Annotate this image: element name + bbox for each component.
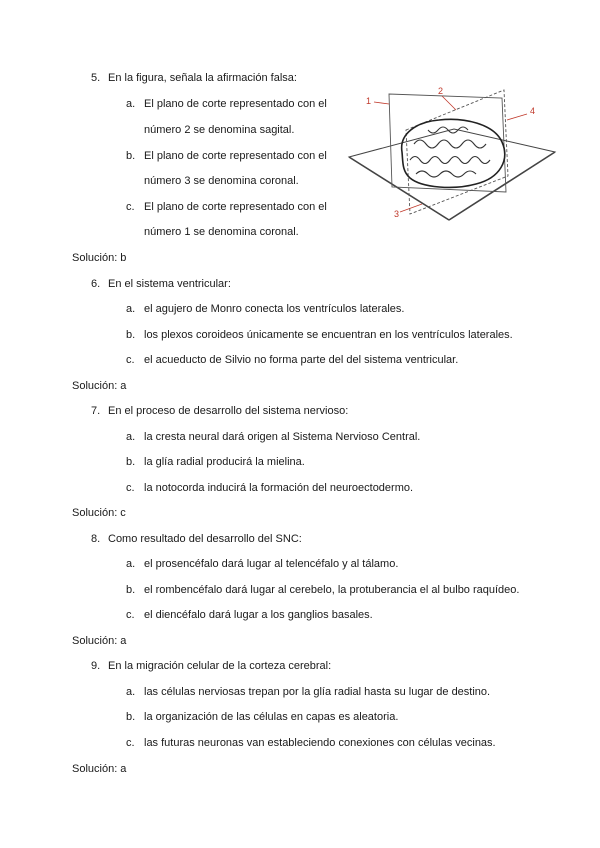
solution-8: Solución: a [72, 635, 127, 647]
option-letter: c. [126, 201, 135, 213]
option-text: el rombencéfalo dará lugar al cerebelo, la protuberancia el al bulbo raquídeo. [144, 584, 520, 596]
question-number: 8. [91, 533, 101, 545]
option-letter: a. [126, 686, 136, 698]
option-text: la glía radial producirá la mielina. [144, 456, 305, 468]
option-letter: c. [126, 354, 135, 366]
solution-5: Solución: b [72, 252, 127, 264]
question-number: 9. [91, 660, 101, 672]
option-text: los plexos coroideos únicamente se encuentran en los ventrículos laterales. [144, 329, 513, 341]
question-text: En el proceso de desarrollo del sistema nervioso: [108, 405, 349, 417]
option-8c [126, 608, 373, 622]
option-7b [126, 455, 305, 469]
option-letter: a. [126, 98, 136, 110]
option-text: la organización de las células en capas es aleatoria. [144, 711, 399, 723]
option-9a [126, 685, 490, 699]
option-text: El plano de corte representado con el [144, 150, 327, 162]
question-number: 6. [91, 278, 101, 290]
option-text: El plano de corte representado con el [144, 201, 327, 213]
option-text: el acueducto de Silvio no forma parte del del sistema ventricular. [144, 354, 459, 366]
option-text: El plano de corte representado con el [144, 98, 327, 110]
option-letter: a. [126, 431, 136, 443]
option-text: las células nerviosas trepan por la glía radial hasta su lugar de destino. [144, 686, 491, 698]
option-6c [126, 353, 458, 367]
option-5a [126, 97, 327, 111]
option-6a [126, 302, 404, 316]
brain-planes-figure [344, 82, 559, 222]
option-letter: b. [126, 150, 136, 162]
question-text: En la migración celular de la corteza cerebral: [108, 660, 332, 672]
option-text: la cresta neural dará origen al Sistema Nervioso Central. [144, 431, 421, 443]
option-letter: c. [126, 737, 135, 749]
option-letter: a. [126, 303, 136, 315]
figure-label-4: 4 [530, 106, 536, 116]
figure-label-3: 3 [394, 209, 400, 219]
option-9c [126, 736, 496, 750]
option-text: el agujero de Monro conecta los ventrículos laterales. [144, 303, 405, 315]
option-5b-continuation: número 3 se denomina coronal. [144, 175, 299, 187]
option-text: el diencéfalo dará lugar a los ganglios basales. [144, 609, 373, 621]
option-letter: a. [126, 558, 136, 570]
option-7a [126, 430, 420, 444]
figure-label-1: 1 [366, 96, 372, 106]
option-letter: b. [126, 584, 136, 596]
option-8b [126, 583, 519, 597]
option-letter: b. [126, 329, 136, 341]
question-number: 5. [91, 72, 101, 84]
option-letter: b. [126, 456, 136, 468]
option-letter: c. [126, 482, 135, 494]
option-text: el prosencéfalo dará lugar al telencéfalo y al tálamo. [144, 558, 399, 570]
option-letter: c. [126, 609, 135, 621]
option-8a [126, 557, 398, 571]
solution-6: Solución: a [72, 380, 127, 392]
question-text: Como resultado del desarrollo del SNC: [108, 533, 302, 545]
question-9 [91, 659, 331, 673]
question-text: En el sistema ventricular: [108, 278, 231, 290]
option-9b [126, 710, 398, 724]
option-6b [126, 328, 513, 342]
option-7c [126, 481, 413, 495]
solution-9: Solución: a [72, 763, 127, 775]
question-5 [91, 71, 297, 85]
option-text: las futuras neuronas van estableciendo conexiones con células vecinas. [144, 737, 496, 749]
option-5b [126, 149, 327, 163]
question-8 [91, 532, 302, 546]
question-text: En la figura, señala la afirmación falsa: [108, 72, 297, 84]
figure-label-2: 2 [438, 86, 444, 96]
question-6 [91, 277, 231, 291]
question-7 [91, 404, 348, 418]
option-5a-continuation: número 2 se denomina sagital. [144, 124, 295, 136]
option-letter: b. [126, 711, 136, 723]
option-text: la notocorda inducirá la formación del neuroectodermo. [144, 482, 414, 494]
option-5c [126, 200, 327, 214]
solution-7: Solución: c [72, 507, 126, 519]
option-5c-continuation: número 1 se denomina coronal. [144, 226, 299, 238]
question-number: 7. [91, 405, 101, 417]
